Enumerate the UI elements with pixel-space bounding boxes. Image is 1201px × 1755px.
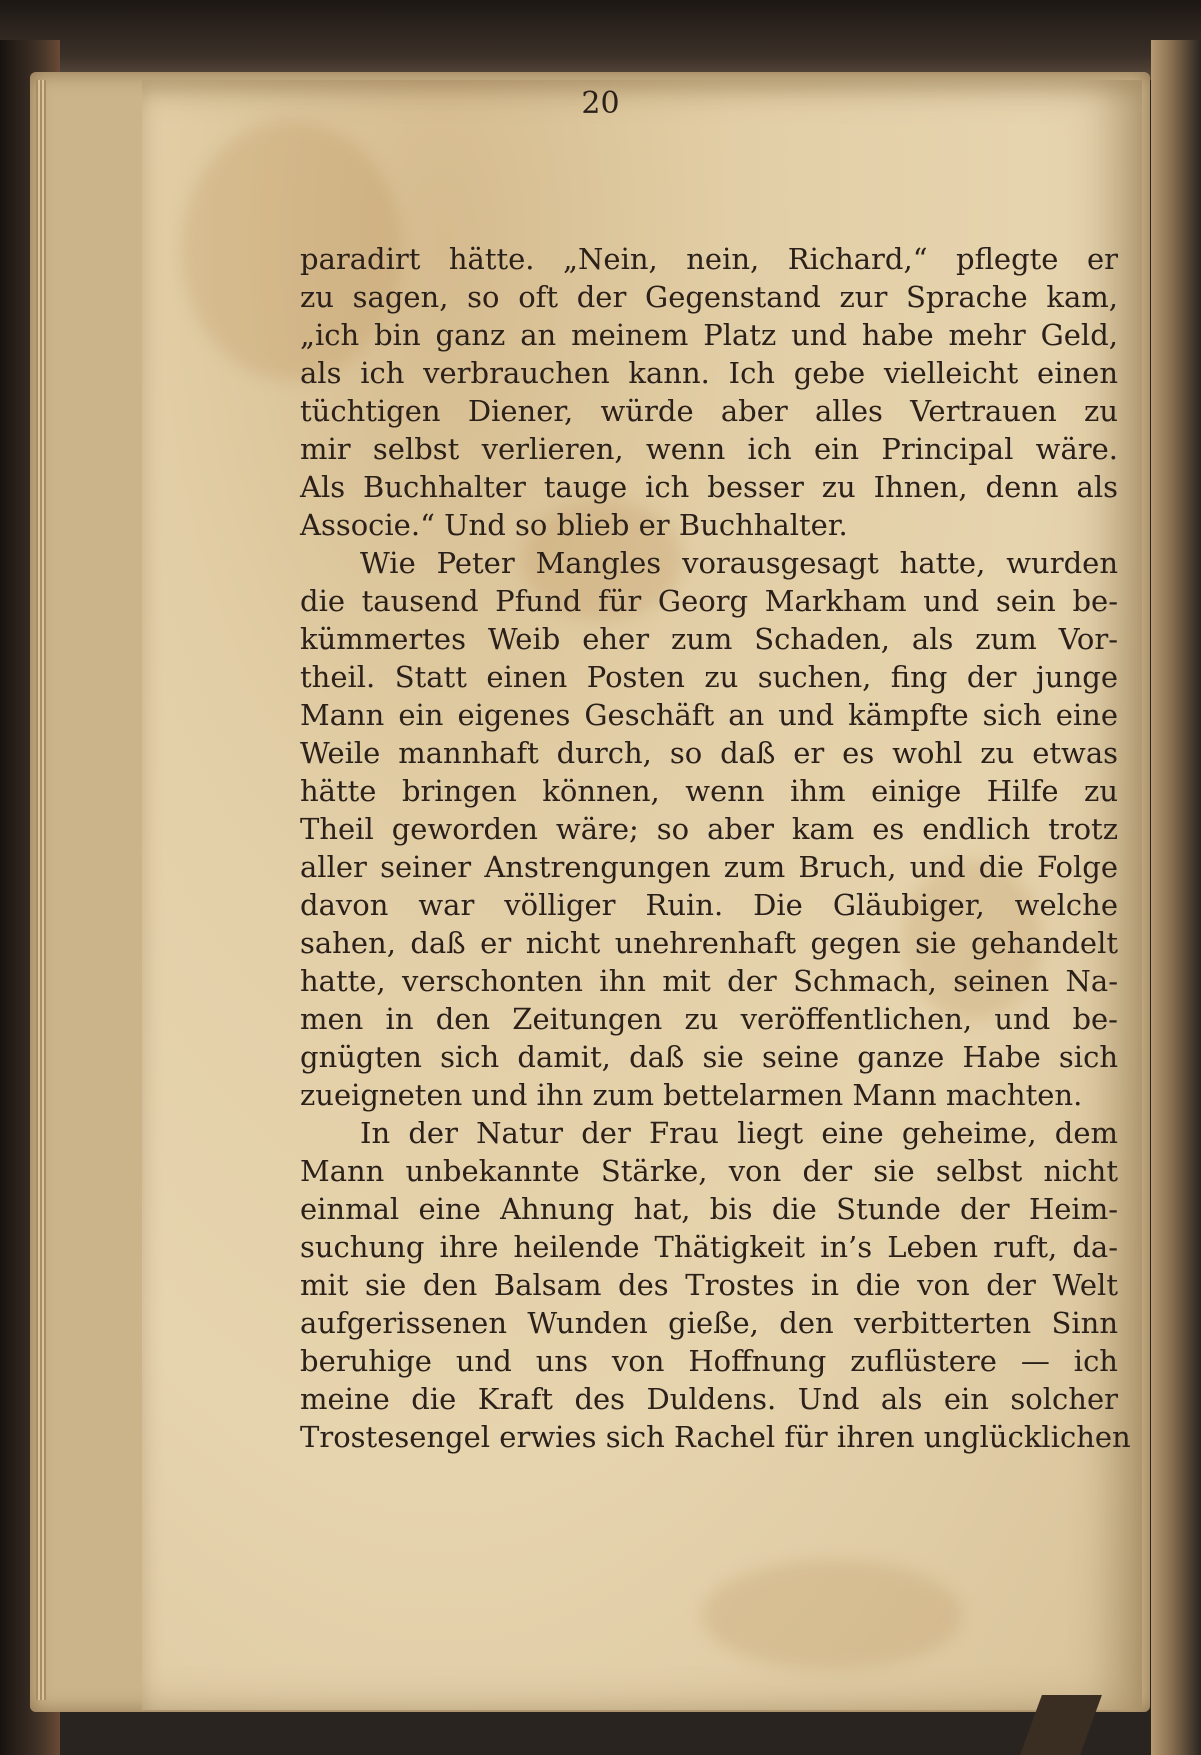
body-text: [300, 240, 1131, 1456]
text-line: als ich verbrauchen kann. Ich gebe vielleicht einen: [300, 356, 1118, 390]
book-cover-right: [1151, 40, 1201, 1755]
page-number: 20: [581, 86, 620, 121]
text-line: Mann unbekannte Stärke, von der sie selbst nicht: [300, 1154, 1118, 1188]
foxing-stain: [702, 1560, 962, 1670]
text-line: kümmertes Weib eher zum Schaden, als zum Vor-: [300, 622, 1118, 656]
text-line: hatte, verschonten ihn mit der Schmach, seinen Na-: [300, 964, 1118, 998]
text-line: meine die Kraft des Duldens. Und als ein solcher: [300, 1382, 1118, 1416]
text-line: paradirt hätte. „Nein, nein, Richard,“ pflegte er: [300, 242, 1118, 276]
text-line: einmal eine Ahnung hat, bis die Stunde der Heim-: [300, 1192, 1118, 1226]
text-line: In der Natur der Frau liegt eine geheime, dem: [360, 1116, 1118, 1150]
text-line: gnügten sich damit, daß sie seine ganze Habe sich: [300, 1040, 1118, 1074]
text-line: Als Buchhalter tauge ich besser zu Ihnen, denn als: [300, 470, 1118, 504]
text-line: aller seiner Anstrengungen zum Bruch, und die Folge: [300, 850, 1118, 884]
text-line: Theil geworden wäre; so aber kam es endlich trotz: [300, 812, 1118, 846]
text-line: men in den Zeitungen zu veröffentlichen, und be-: [300, 1002, 1118, 1036]
text-line: Associe.“ Und so blieb er Buchhalter.: [300, 508, 848, 542]
text-line: sahen, daß er nicht unehrenhaft gegen sie gehandelt: [300, 926, 1118, 960]
text-line: aufgerissenen Wunden gieße, den verbitterten Sinn: [300, 1306, 1118, 1340]
text-line: Weile mannhaft durch, so daß er es wohl zu etwas: [300, 736, 1118, 770]
text-line: mit sie den Balsam des Trostes in die von der Welt: [300, 1268, 1118, 1302]
text-line: Mann ein eigenes Geschäft an und kämpfte sich eine: [300, 698, 1118, 732]
text-line: Trostesengel erwies sich Rachel für ihren unglücklichen: [300, 1420, 1131, 1454]
text-line: die tausend Pfund für Georg Markham und sein be-: [300, 584, 1118, 618]
text-line: zueigneten und ihn zum bettelarmen Mann machten.: [300, 1078, 1083, 1112]
text-line: suchung ihre heilende Thätigkeit in’s Leben ruft, da-: [300, 1230, 1118, 1264]
text-line: theil. Statt einen Posten zu suchen, fing der junge: [300, 660, 1118, 694]
text-line: tüchtigen Diener, würde aber alles Vertrauen zu: [300, 394, 1118, 428]
text-line: hätte bringen können, wenn ihm einige Hilfe zu: [300, 774, 1118, 808]
text-line: davon war völliger Ruin. Die Gläubiger, welche: [300, 888, 1118, 922]
text-line: zu sagen, so oft der Gegenstand zur Sprache kam,: [300, 280, 1118, 314]
book-cover-top: [0, 0, 1201, 80]
text-line: beruhige und uns von Hoffnung zuflüstere — ich: [300, 1344, 1118, 1378]
text-line: mir selbst verlieren, wenn ich ein Principal wäre.: [300, 432, 1118, 466]
text-line: „ich bin ganz an meinem Platz und habe mehr Geld,: [300, 318, 1118, 352]
text-line: Wie Peter Mangles vorausgesagt hatte, wurden: [360, 546, 1118, 580]
